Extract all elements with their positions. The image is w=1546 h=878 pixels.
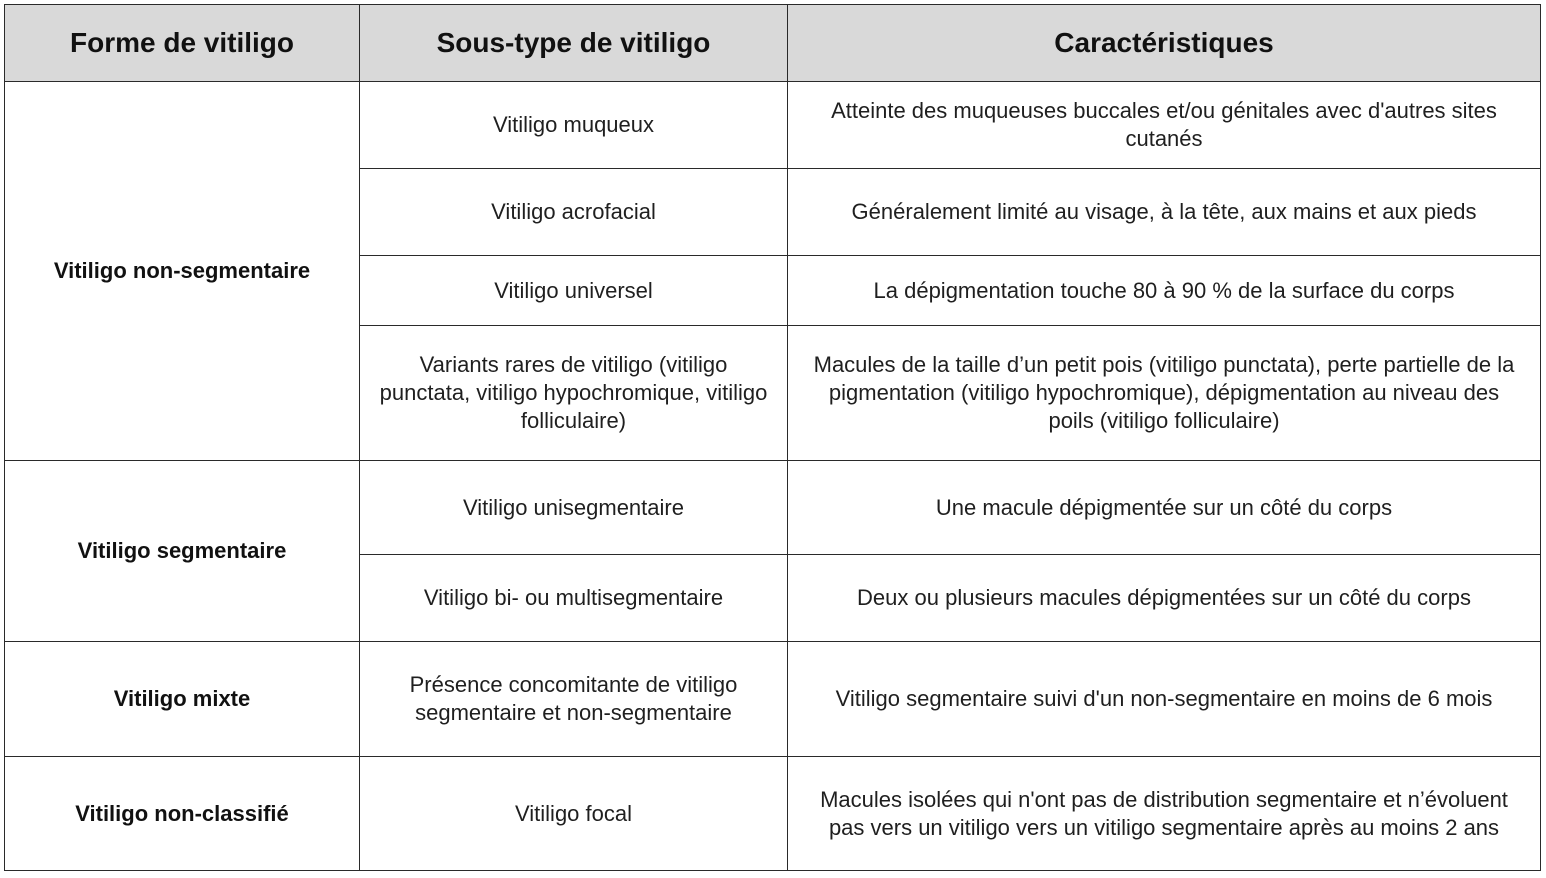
- subtype-cell: Vitiligo bi- ou multisegmentaire: [360, 555, 788, 642]
- table-row: [5, 642, 1541, 757]
- subtype-cell: Vitiligo universel: [360, 256, 788, 326]
- table-row: [5, 82, 1541, 169]
- form-cell-mixte: Vitiligo mixte: [5, 642, 360, 757]
- vitiligo-classification-table: [4, 4, 1541, 871]
- characteristics-cell: Une macule dépigmentée sur un côté du corps: [788, 461, 1541, 555]
- characteristics-cell: La dépigmentation touche 80 à 90 % de la surface du corps: [788, 256, 1541, 326]
- subtype-cell: Vitiligo muqueux: [360, 82, 788, 169]
- subtype-cell: Vitiligo unisegmentaire: [360, 461, 788, 555]
- characteristics-cell: Deux ou plusieurs macules dépigmentées sur un côté du corps: [788, 555, 1541, 642]
- subtype-cell: Vitiligo focal: [360, 757, 788, 871]
- table-header-row: [5, 5, 1541, 82]
- header-characteristics: Caractéristiques: [788, 5, 1541, 82]
- form-cell-non-segmentaire: Vitiligo non-segmentaire: [5, 82, 360, 461]
- header-form: Forme de vitiligo: [5, 5, 360, 82]
- header-subtype: Sous-type de vitiligo: [360, 5, 788, 82]
- table-row: [5, 461, 1541, 555]
- characteristics-cell: Atteinte des muqueuses buccales et/ou génitales avec d'autres sites cutanés: [788, 82, 1541, 169]
- characteristics-cell: Généralement limité au visage, à la tête, aux mains et aux pieds: [788, 169, 1541, 256]
- subtype-cell: Variants rares de vitiligo (vitiligo punctata, vitiligo hypochromique, vitiligo folliculaire): [360, 326, 788, 461]
- table-row: [5, 757, 1541, 871]
- subtype-cell: Présence concomitante de vitiligo segmentaire et non-segmentaire: [360, 642, 788, 757]
- form-cell-non-classifie: Vitiligo non-classifié: [5, 757, 360, 871]
- characteristics-cell: Macules de la taille d’un petit pois (vitiligo punctata), perte partielle de la pigmentation (vitiligo hypochromique), dépigmentation au niveau des poils (vitiligo folliculaire): [788, 326, 1541, 461]
- subtype-cell: Vitiligo acrofacial: [360, 169, 788, 256]
- form-cell-segmentaire: Vitiligo segmentaire: [5, 461, 360, 642]
- characteristics-cell: Macules isolées qui n'ont pas de distribution segmentaire et n’évoluent pas vers un vitiligo vers un vitiligo segmentaire après au moins 2 ans: [788, 757, 1541, 871]
- characteristics-cell: Vitiligo segmentaire suivi d'un non-segmentaire en moins de 6 mois: [788, 642, 1541, 757]
